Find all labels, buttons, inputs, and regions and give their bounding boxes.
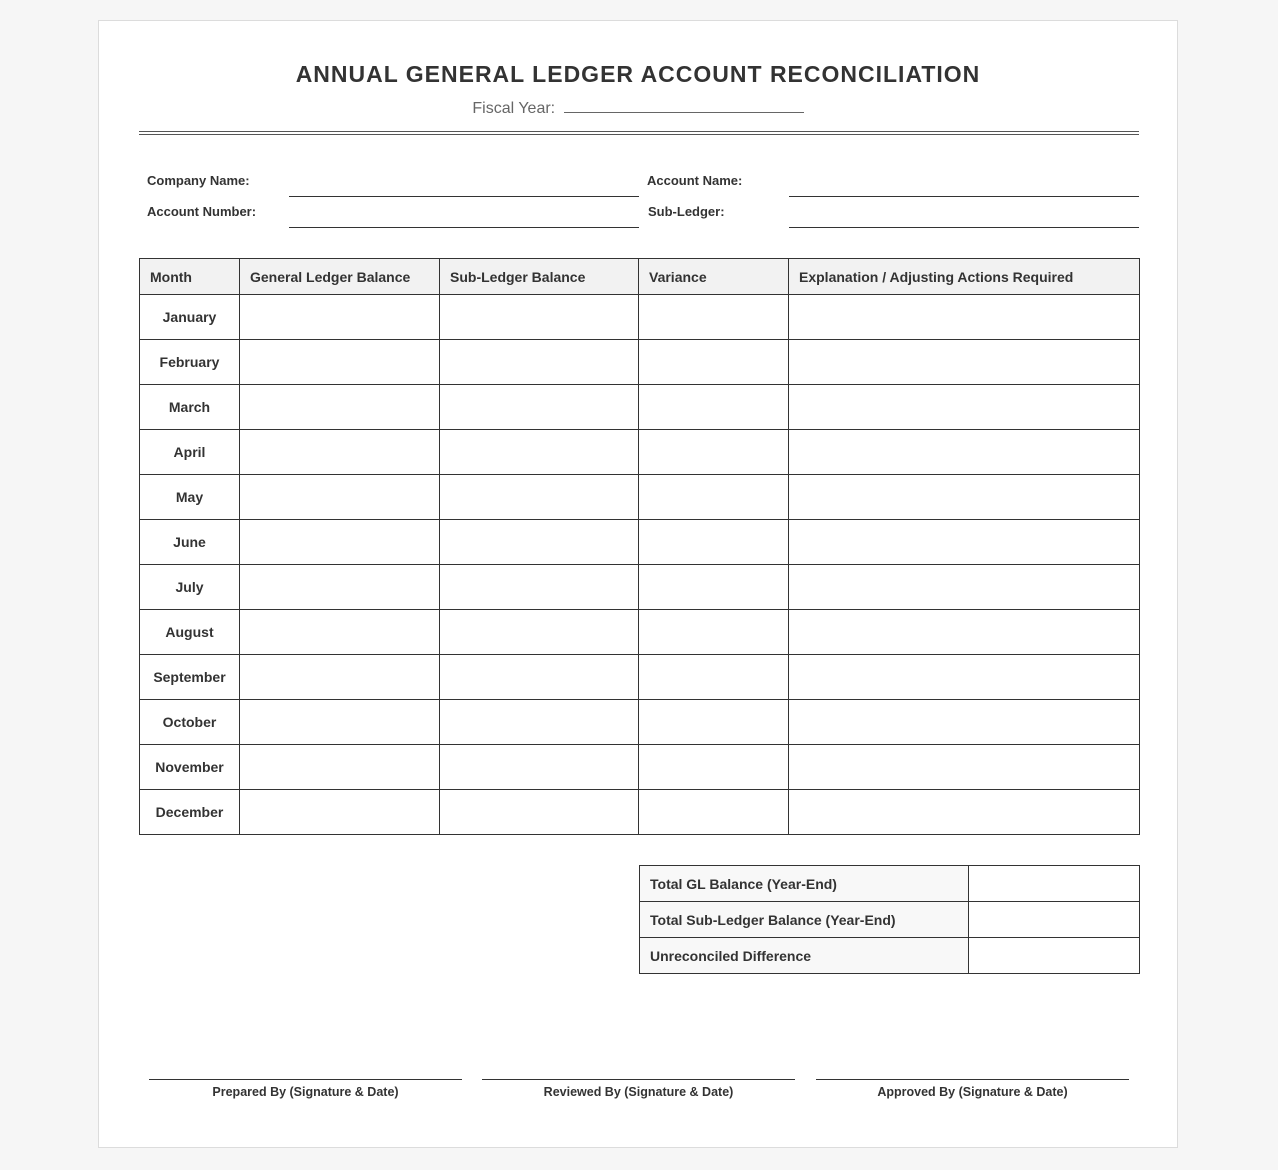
sub-ledger-balance-cell[interactable] [440, 610, 639, 655]
account-number-label: Account Number: [147, 204, 257, 219]
sub-ledger-balance-cell[interactable] [440, 385, 639, 430]
explanation-cell[interactable] [789, 520, 1140, 565]
explanation-cell[interactable] [789, 565, 1140, 610]
company-name-field[interactable] [289, 196, 639, 197]
month-cell: January [140, 295, 240, 340]
variance-cell[interactable] [639, 295, 789, 340]
column-header-sub-ledger-balance: Sub-Ledger Balance [440, 259, 639, 295]
variance-cell[interactable] [639, 610, 789, 655]
sub-ledger-balance-cell[interactable] [440, 700, 639, 745]
gl-balance-cell[interactable] [240, 655, 440, 700]
table-row [140, 565, 1140, 610]
sub-ledger-field[interactable] [789, 227, 1139, 228]
fiscal-year-label: Fiscal Year: [472, 100, 556, 117]
table-row [140, 385, 1140, 430]
gl-balance-cell[interactable] [240, 700, 440, 745]
company-name-label: Company Name: [147, 173, 250, 188]
totals-table [639, 865, 1140, 974]
table-row [140, 295, 1140, 340]
account-name-field[interactable] [789, 196, 1139, 197]
prepared-by-signature[interactable]: Prepared By (Signature & Date) [149, 1079, 462, 1099]
table-row [140, 745, 1140, 790]
variance-cell[interactable] [639, 340, 789, 385]
sub-ledger-balance-cell[interactable] [440, 745, 639, 790]
month-cell: February [140, 340, 240, 385]
explanation-cell[interactable] [789, 430, 1140, 475]
variance-cell[interactable] [639, 745, 789, 790]
gl-balance-cell[interactable] [240, 430, 440, 475]
approved-by-signature[interactable]: Approved By (Signature & Date) [816, 1079, 1129, 1099]
variance-cell[interactable] [639, 430, 789, 475]
account-number-field[interactable] [289, 227, 639, 228]
document-page [98, 20, 1178, 1148]
sub-ledger-balance-cell[interactable] [440, 655, 639, 700]
month-cell: November [140, 745, 240, 790]
gl-balance-cell[interactable] [240, 475, 440, 520]
unreconciled-difference-label: Unreconciled Difference [640, 938, 969, 974]
totals-row [640, 938, 1140, 974]
explanation-cell[interactable] [789, 655, 1140, 700]
unreconciled-difference-value[interactable] [969, 938, 1140, 974]
gl-balance-cell[interactable] [240, 610, 440, 655]
explanation-cell[interactable] [789, 340, 1140, 385]
explanation-cell[interactable] [789, 295, 1140, 340]
column-header-variance: Variance [639, 259, 789, 295]
sub-ledger-label: Sub-Ledger: [648, 204, 725, 219]
reviewed-by-signature[interactable]: Reviewed By (Signature & Date) [482, 1079, 795, 1099]
gl-balance-cell[interactable] [240, 340, 440, 385]
fiscal-year-row [99, 98, 1177, 118]
gl-balance-cell[interactable] [240, 295, 440, 340]
explanation-cell[interactable] [789, 385, 1140, 430]
month-cell: September [140, 655, 240, 700]
month-cell: April [140, 430, 240, 475]
column-header-gl-balance: General Ledger Balance [240, 259, 440, 295]
explanation-cell[interactable] [789, 745, 1140, 790]
variance-cell[interactable] [639, 700, 789, 745]
table-row [140, 655, 1140, 700]
explanation-cell[interactable] [789, 475, 1140, 520]
table-header-row [140, 259, 1140, 295]
total-sub-ledger-balance-value[interactable] [969, 902, 1140, 938]
month-cell: August [140, 610, 240, 655]
month-cell: December [140, 790, 240, 835]
variance-cell[interactable] [639, 790, 789, 835]
variance-cell[interactable] [639, 520, 789, 565]
table-row [140, 340, 1140, 385]
explanation-cell[interactable] [789, 700, 1140, 745]
table-row [140, 475, 1140, 520]
table-row [140, 700, 1140, 745]
sub-ledger-balance-cell[interactable] [440, 520, 639, 565]
gl-balance-cell[interactable] [240, 745, 440, 790]
gl-balance-cell[interactable] [240, 565, 440, 610]
gl-balance-cell[interactable] [240, 520, 440, 565]
month-cell: June [140, 520, 240, 565]
sub-ledger-balance-cell[interactable] [440, 340, 639, 385]
variance-cell[interactable] [639, 565, 789, 610]
total-sub-ledger-balance-label: Total Sub-Ledger Balance (Year-End) [640, 902, 969, 938]
table-row [140, 430, 1140, 475]
column-header-month: Month [140, 259, 240, 295]
variance-cell[interactable] [639, 385, 789, 430]
gl-balance-cell[interactable] [240, 385, 440, 430]
sub-ledger-balance-cell[interactable] [440, 430, 639, 475]
month-cell: October [140, 700, 240, 745]
total-gl-balance-label: Total GL Balance (Year-End) [640, 866, 969, 902]
month-cell: July [140, 565, 240, 610]
header-divider [139, 131, 1139, 135]
totals-row [640, 902, 1140, 938]
fiscal-year-field[interactable] [564, 98, 804, 113]
sub-ledger-balance-cell[interactable] [440, 475, 639, 520]
sub-ledger-balance-cell[interactable] [440, 565, 639, 610]
gl-balance-cell[interactable] [240, 790, 440, 835]
table-row [140, 610, 1140, 655]
explanation-cell[interactable] [789, 790, 1140, 835]
variance-cell[interactable] [639, 655, 789, 700]
column-header-explanation: Explanation / Adjusting Actions Required [789, 259, 1140, 295]
month-cell: March [140, 385, 240, 430]
reconciliation-table [139, 258, 1140, 835]
table-row [140, 520, 1140, 565]
sub-ledger-balance-cell[interactable] [440, 790, 639, 835]
total-gl-balance-value[interactable] [969, 866, 1140, 902]
document-title: ANNUAL GENERAL LEDGER ACCOUNT RECONCILIATION [295, 61, 981, 87]
totals-row [640, 866, 1140, 902]
sub-ledger-balance-cell[interactable] [440, 295, 639, 340]
explanation-cell[interactable] [789, 610, 1140, 655]
table-row [140, 790, 1140, 835]
account-name-label: Account Name: [647, 173, 743, 188]
month-cell: May [140, 475, 240, 520]
variance-cell[interactable] [639, 475, 789, 520]
